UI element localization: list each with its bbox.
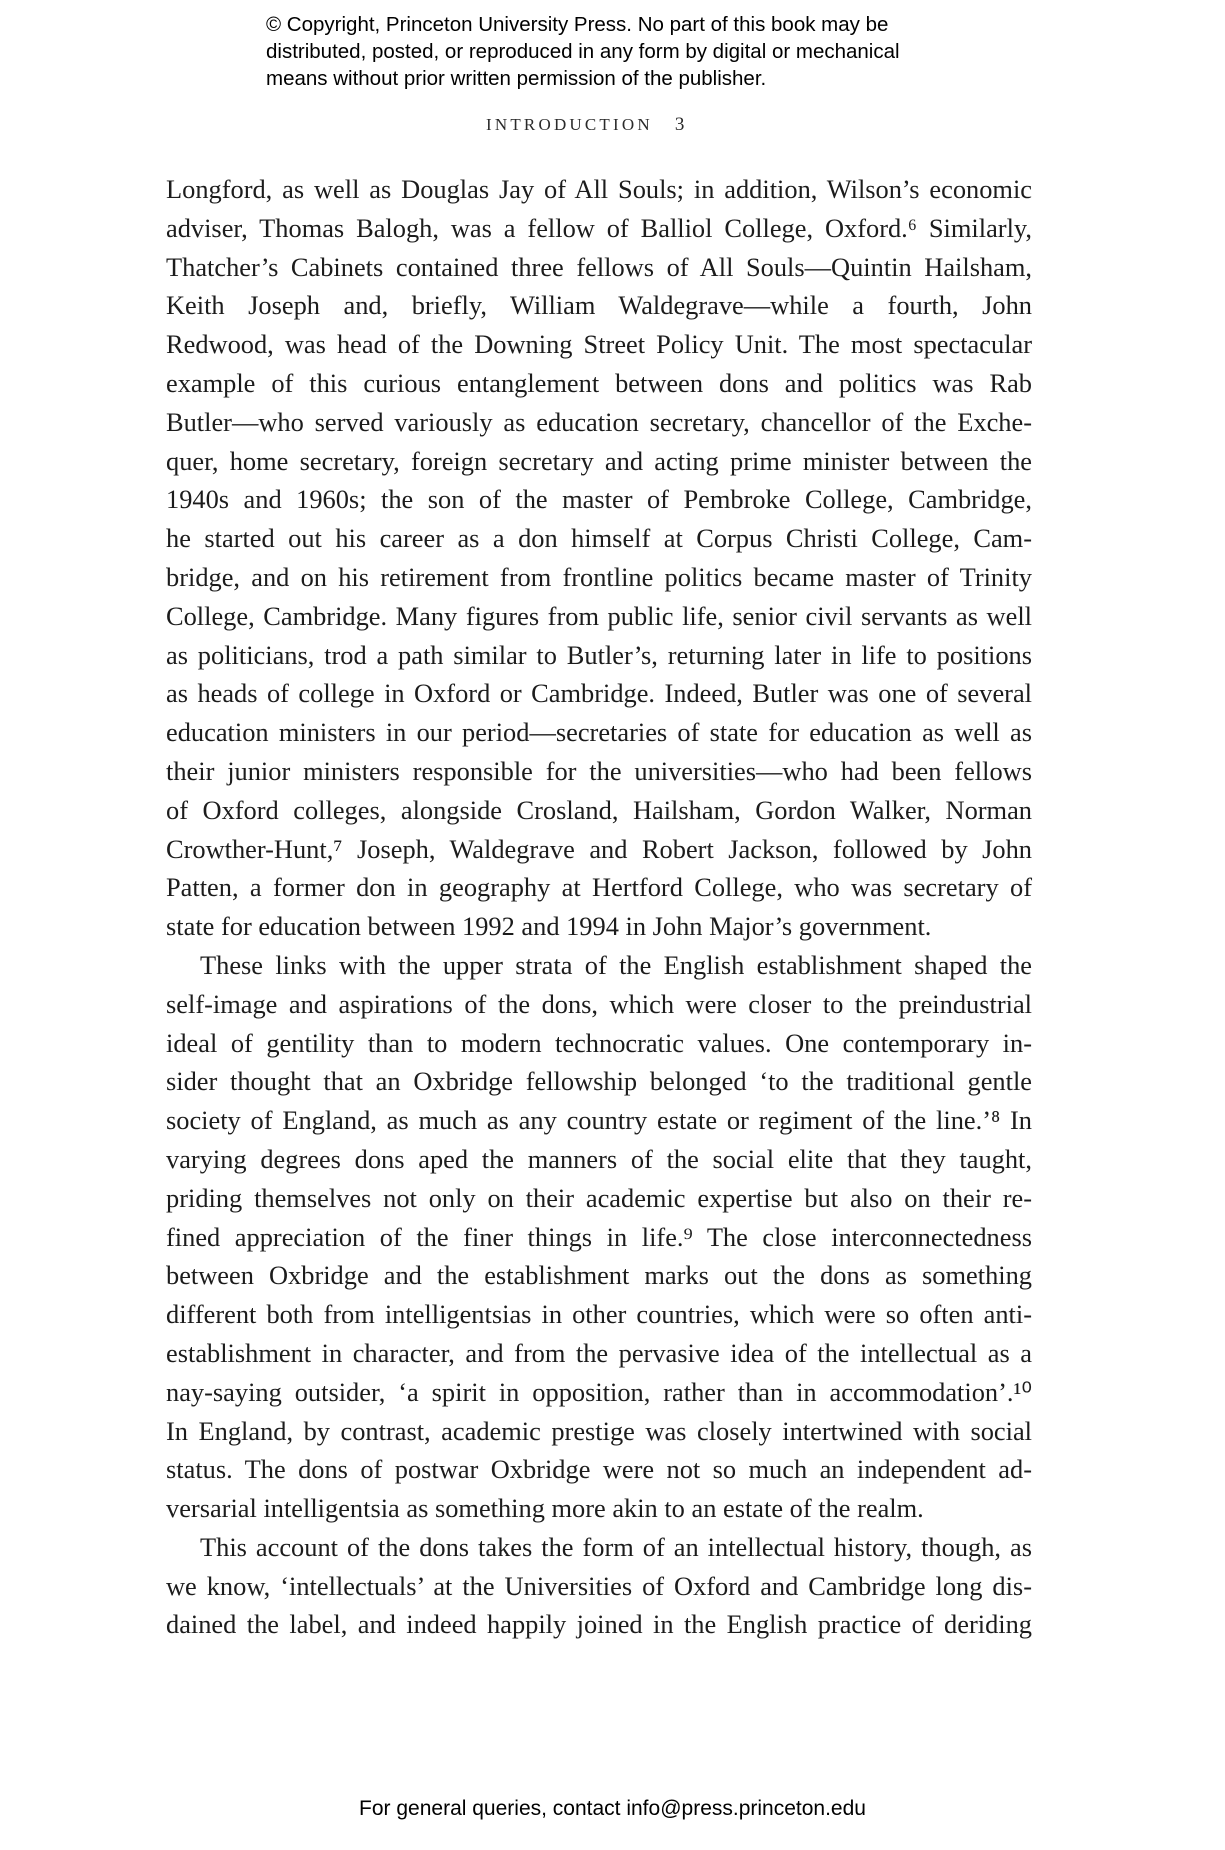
text-line: Crowther-Hunt,⁷ Joseph, Waldegrave and Robert Jackson, followed by John xyxy=(166,833,1032,864)
text-line: fined appreciation of the finer things in life.⁹ The close interconnectedness xyxy=(166,1221,1032,1252)
text-line: versarial intelligentsia as something more akin to an estate of the realm. xyxy=(166,1493,924,1524)
text-line: Thatcher’s Cabinets contained three fellows of All Souls—Quintin Hailsham, xyxy=(166,251,1032,282)
text-line: College, Cambridge. Many figures from public life, senior civil servants as well xyxy=(166,600,1032,631)
text-line: between Oxbridge and the establishment marks out the dons as something xyxy=(166,1260,1032,1291)
text-line: Butler—who served variously as education secretary, chancellor of the Exche- xyxy=(166,406,1032,437)
text-line: nay-saying outsider, ‘a spirit in opposition, rather than in accommodation’.¹⁰ xyxy=(166,1376,1032,1407)
text-line: priding themselves not only on their academic expertise but also on their re- xyxy=(166,1182,1032,1213)
text-line: quer, home secretary, foreign secretary and acting prime minister between the xyxy=(166,445,1032,476)
text-line: In England, by contrast, academic prestige was closely intertwined with social xyxy=(166,1415,1032,1446)
copyright-notice xyxy=(266,11,1026,92)
text-line: society of England, as much as any country estate or regiment of the line.’⁸ In xyxy=(166,1105,1032,1136)
text-line: of Oxford colleges, alongside Crosland, Hailsham, Gordon Walker, Norman xyxy=(166,794,1032,825)
text-line: example of this curious entanglement between dons and politics was Rab xyxy=(166,367,1032,398)
text-line: Patten, a former don in geography at Hertford College, who was secretary of xyxy=(166,872,1032,903)
text-line: state for education between 1992 and 1994 in John Major’s government. xyxy=(166,911,932,942)
text-line: These links with the upper strata of the English establishment shaped the xyxy=(200,949,1032,980)
text-line: establishment in character, and from the pervasive idea of the intellectual as a xyxy=(166,1337,1032,1368)
running-head-title: INTRODUCTION xyxy=(486,115,653,134)
text-line: 1940s and 1960s; the son of the master of Pembroke College, Cambridge, xyxy=(166,484,1032,515)
footer-contact: For general queries, contact info@press.princeton.edu xyxy=(359,1797,866,1820)
text-line: This account of the dons takes the form of an intellectual history, though, as xyxy=(200,1531,1032,1562)
body-text xyxy=(166,170,1032,1644)
text-line: adviser, Thomas Balogh, was a fellow of Balliol College, Oxford.⁶ Similarly, xyxy=(166,212,1032,243)
text-line: bridge, and on his retirement from frontline politics became master of Trinity xyxy=(166,561,1032,592)
text-line: sider thought that an Oxbridge fellowship belonged ‘to the traditional gentle xyxy=(166,1066,1032,1097)
text-line: dained the label, and indeed happily joined in the English practice of deriding xyxy=(166,1609,1032,1640)
copyright-line: means without prior written permission of the publisher. xyxy=(266,67,767,90)
text-line: Redwood, was head of the Downing Street Policy Unit. The most spectacular xyxy=(166,329,1032,360)
text-line: we know, ‘intellectuals’ at the Universities of Oxford and Cambridge long dis- xyxy=(166,1570,1032,1601)
text-line: he started out his career as a don himself at Corpus Christi College, Cam- xyxy=(166,523,1032,554)
copyright-line: distributed, posted, or reproduced in any form by digital or mechanical xyxy=(266,40,900,63)
text-line: as heads of college in Oxford or Cambridge. Indeed, Butler was one of several xyxy=(166,678,1032,709)
text-line: as politicians, trod a path similar to Butler’s, returning later in life to positions xyxy=(166,639,1032,670)
text-line: different both from intelligentsias in other countries, which were so often anti- xyxy=(166,1299,1032,1330)
running-head xyxy=(486,114,684,136)
text-line: ideal of gentility than to modern technocratic values. One contemporary in- xyxy=(166,1027,1032,1058)
page-number: 3 xyxy=(674,114,685,135)
copyright-line: © Copyright, Princeton University Press. No part of this book may be xyxy=(266,13,889,36)
text-line: education ministers in our period—secretaries of state for education as well as xyxy=(166,717,1032,748)
text-line: Longford, as well as Douglas Jay of All Souls; in addition, Wilson’s economic xyxy=(166,174,1032,204)
text-line: their junior ministers responsible for the universities—who had been fellows xyxy=(166,755,1032,786)
text-line: self-image and aspirations of the dons, which were closer to the preindustrial xyxy=(166,988,1032,1019)
text-line: Keith Joseph and, briefly, William Waldegrave—while a fourth, John xyxy=(166,290,1032,321)
text-line: varying degrees dons aped the manners of the social elite that they taught, xyxy=(166,1143,1032,1174)
text-line: status. The dons of postwar Oxbridge were not so much an independent ad- xyxy=(166,1454,1032,1485)
